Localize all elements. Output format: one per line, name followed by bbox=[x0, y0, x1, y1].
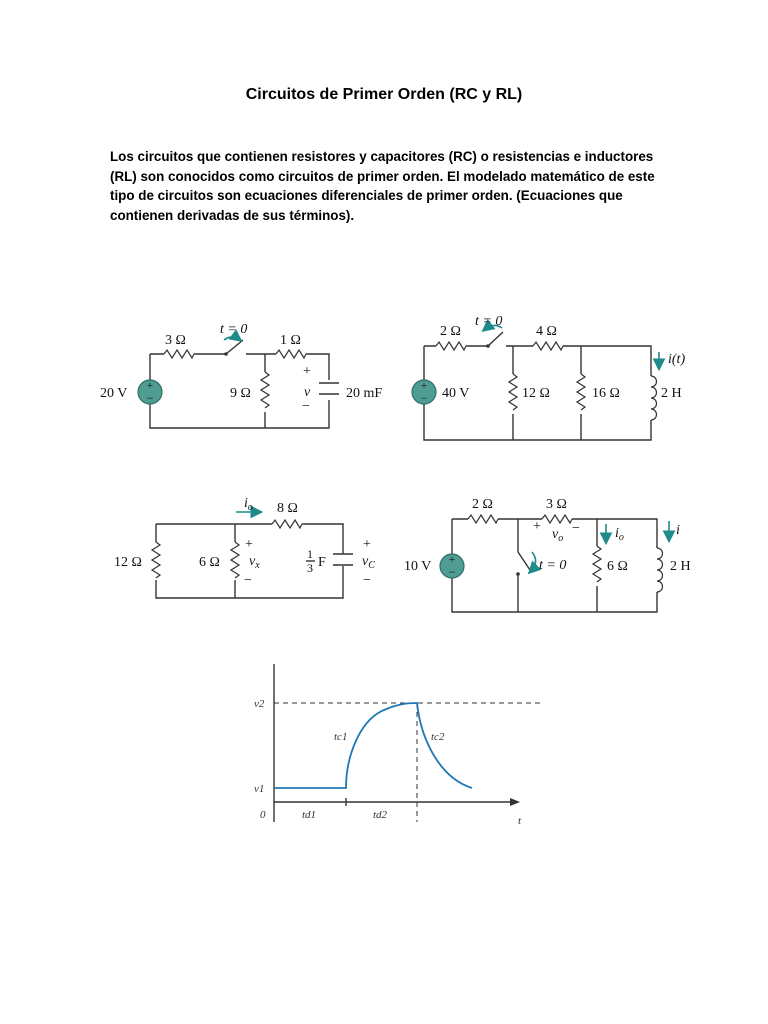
minus-sign: − bbox=[244, 573, 252, 588]
voltage-source bbox=[138, 380, 162, 405]
tc1-label: tc1 bbox=[334, 731, 348, 743]
voltage-label: $v_x$ bbox=[249, 554, 260, 571]
tc2-label: tc2 bbox=[431, 731, 445, 743]
capacitor-label: 20 mF bbox=[346, 386, 383, 401]
paragraph-line: contienen derivadas de sus términos). bbox=[110, 207, 355, 223]
resistor-label: 3 Ω bbox=[165, 333, 186, 348]
voltage-label: $v_C$ bbox=[362, 554, 375, 571]
resistor-label: 6 Ω bbox=[607, 559, 628, 574]
svg-text:−: − bbox=[146, 391, 154, 405]
source-label: 20 V bbox=[100, 386, 128, 401]
resistor-12ohm bbox=[509, 374, 517, 410]
resistor-label: 1 Ω bbox=[280, 333, 301, 348]
origin-label: 0 bbox=[260, 809, 266, 821]
svg-text:−: − bbox=[420, 391, 428, 405]
resistor-6ohm bbox=[231, 542, 239, 578]
voltage-label: $v_o$ bbox=[552, 527, 564, 544]
resistor-9ohm bbox=[261, 372, 269, 408]
plus-sign: + bbox=[533, 519, 541, 534]
capacitor-numerator: 1 bbox=[307, 547, 313, 561]
resistor-label: 6 Ω bbox=[199, 555, 220, 570]
td2-label: td2 bbox=[373, 809, 388, 821]
capacitor-denominator: 3 bbox=[307, 561, 313, 575]
response-curve bbox=[274, 703, 472, 788]
inductor bbox=[651, 376, 657, 420]
resistor-8ohm bbox=[272, 520, 302, 528]
resistor-6ohm bbox=[593, 546, 601, 582]
y-label-v1: v1 bbox=[254, 783, 265, 795]
voltage-source bbox=[440, 554, 464, 579]
capacitor bbox=[333, 554, 353, 565]
response-graph bbox=[254, 664, 540, 827]
inductor bbox=[657, 548, 663, 592]
resistor-label: 8 Ω bbox=[277, 501, 298, 516]
resistor-label: 4 Ω bbox=[536, 324, 557, 339]
resistor-label: 16 Ω bbox=[592, 386, 620, 401]
resistor-label: 12 Ω bbox=[522, 386, 550, 401]
minus-sign: − bbox=[302, 399, 310, 414]
resistor-1ohm bbox=[276, 350, 306, 358]
svg-text:−: − bbox=[448, 565, 456, 579]
resistor-label: 12 Ω bbox=[114, 555, 142, 570]
resistor-2ohm bbox=[468, 515, 498, 523]
capacitor-unit: F bbox=[318, 555, 326, 570]
current-label: $i_o$ bbox=[615, 526, 624, 543]
switch-label: t = 0 bbox=[220, 322, 248, 337]
minus-sign: − bbox=[363, 573, 371, 588]
resistor-label: 3 Ω bbox=[546, 497, 567, 512]
circuit-4-rl bbox=[404, 497, 691, 612]
resistor-label: 2 Ω bbox=[472, 497, 493, 512]
circuit-2-rl bbox=[412, 314, 685, 440]
capacitor bbox=[319, 383, 339, 394]
current-label: i(t) bbox=[668, 352, 686, 367]
y-label-v2: v2 bbox=[254, 698, 265, 710]
resistor-12ohm bbox=[152, 542, 160, 578]
paragraph-line: Los circuitos que contienen resistores y capacitores (RC) o resistencias e inductores bbox=[110, 149, 654, 164]
svg-text:+: + bbox=[448, 554, 456, 566]
plus-sign: + bbox=[303, 364, 311, 379]
resistor-4ohm bbox=[533, 342, 563, 350]
resistor-2ohm bbox=[436, 342, 466, 350]
circuit-1-rc bbox=[100, 322, 382, 428]
resistor-3ohm bbox=[542, 515, 572, 523]
resistor-3ohm bbox=[164, 350, 194, 358]
minus-sign: − bbox=[572, 521, 580, 536]
inductor-label: 2 H bbox=[670, 559, 691, 574]
switch-label: t = 0 bbox=[475, 314, 503, 329]
x-axis-arrow bbox=[510, 798, 520, 806]
td1-label: td1 bbox=[302, 809, 317, 821]
voltage-label: v bbox=[304, 385, 311, 400]
resistor-label: 9 Ω bbox=[230, 386, 251, 401]
svg-text:+: + bbox=[420, 380, 428, 392]
switch bbox=[516, 552, 535, 576]
current-label: $i_o$ bbox=[244, 496, 253, 513]
voltage-source bbox=[412, 380, 436, 405]
source-label: 10 V bbox=[404, 559, 432, 574]
resistor-16ohm bbox=[577, 374, 585, 410]
paragraph-line: tipo de circuitos son ecuaciones diferenciales de primer orden. (Ecuaciones que bbox=[110, 188, 623, 203]
resistor-label: 2 Ω bbox=[440, 324, 461, 339]
t-axis-label: t bbox=[518, 815, 522, 827]
inductor-label: 2 H bbox=[661, 386, 682, 401]
current-label: i bbox=[676, 523, 680, 538]
source-label: 40 V bbox=[442, 386, 470, 401]
plus-sign: + bbox=[245, 537, 253, 552]
circuit-3-rc bbox=[114, 496, 375, 598]
switch-label: t = 0 bbox=[539, 558, 567, 573]
paragraph-line: (RL) son conocidos como circuitos de primer orden. El modelado matemático de este bbox=[110, 168, 655, 184]
switch bbox=[224, 337, 243, 356]
svg-text:+: + bbox=[146, 380, 154, 392]
page-title: Circuitos de Primer Orden (RC y RL) bbox=[245, 86, 523, 103]
plus-sign: + bbox=[363, 537, 371, 552]
